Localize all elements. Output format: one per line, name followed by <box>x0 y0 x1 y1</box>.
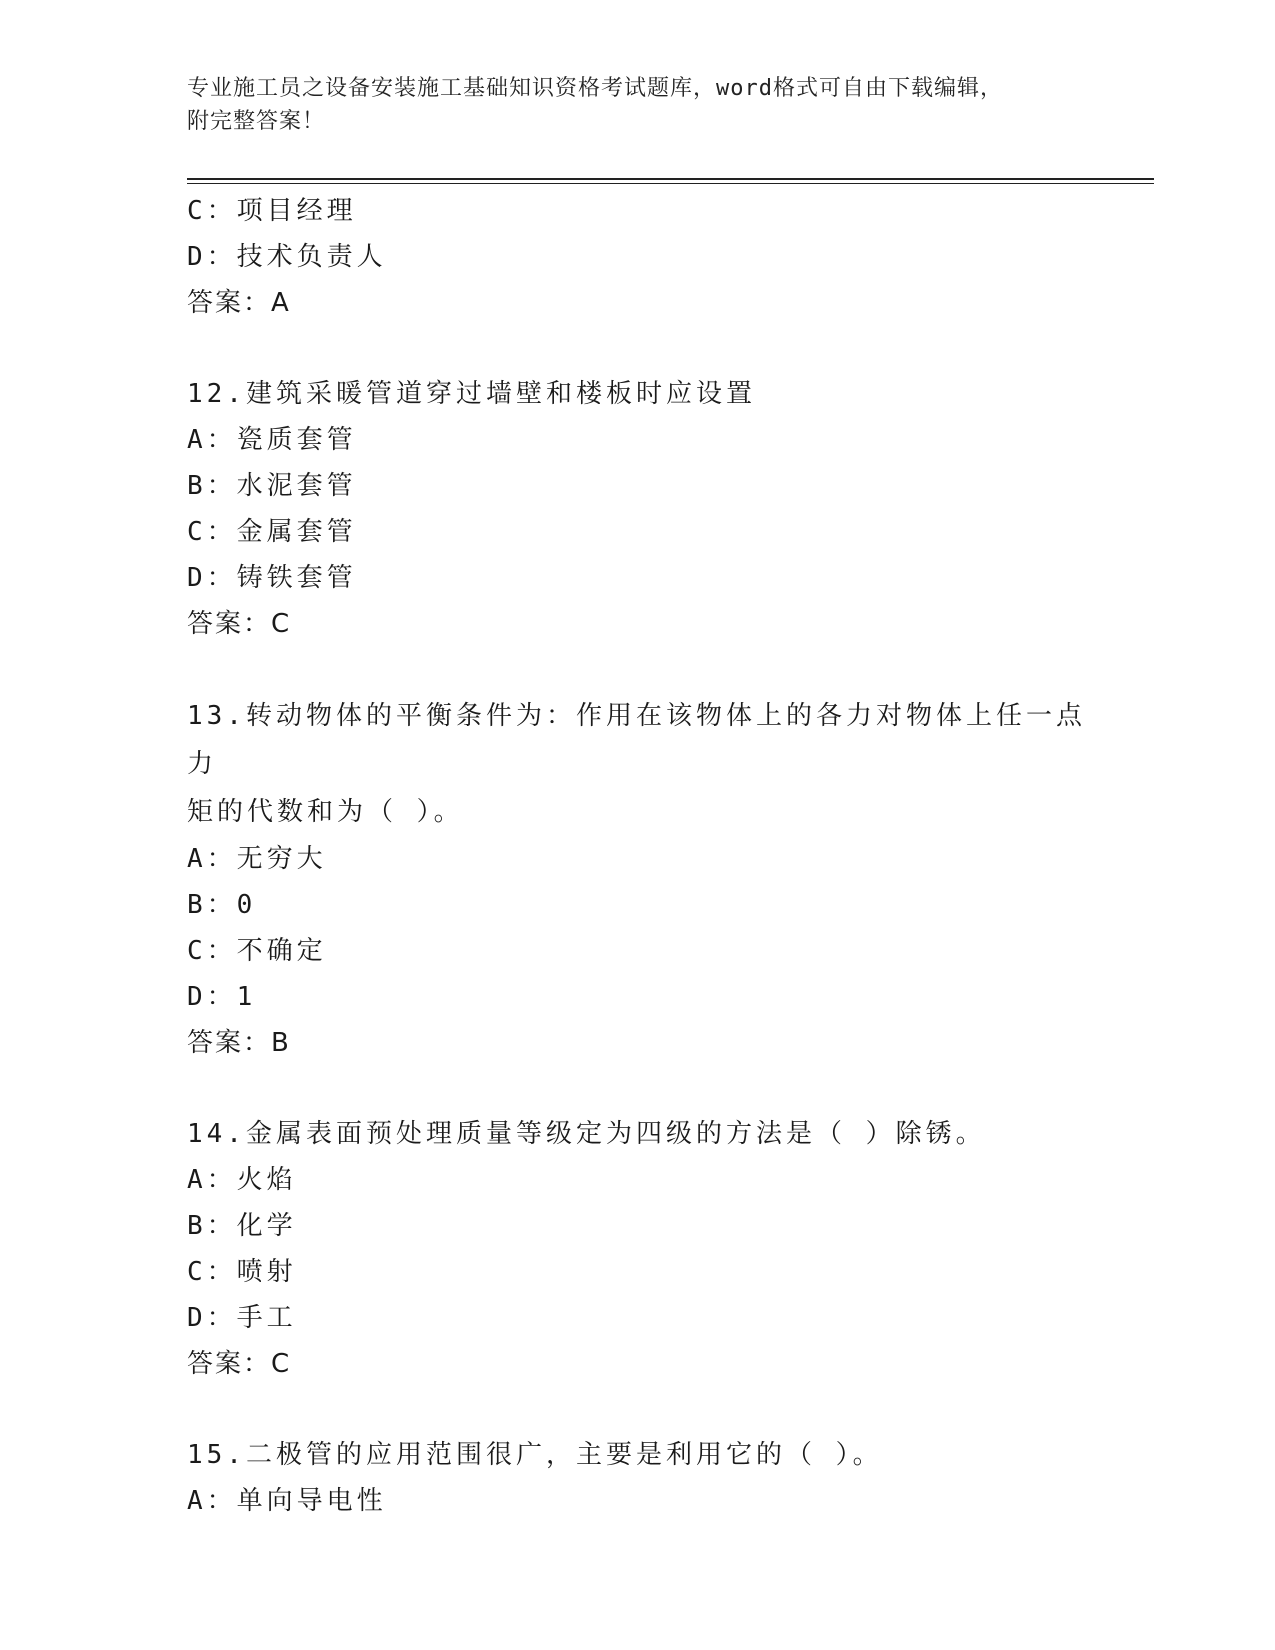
option-b: B：化学 <box>187 1211 297 1241</box>
question-title-line-1: 13.转动物体的平衡条件为：作用在该物体上的各力对物体上任一点力 <box>187 701 1086 779</box>
option-c: C：金属套管 <box>187 517 357 547</box>
question-14 <box>187 1111 1107 1387</box>
answer-line: 答案：C <box>187 609 292 639</box>
option-b: B：0 <box>187 890 257 920</box>
question-12 <box>187 371 1107 647</box>
option-a: A：单向导电性 <box>187 1486 387 1516</box>
spacer <box>187 1387 1107 1432</box>
header-divider-thin <box>187 183 1154 184</box>
header-line-2: 附完整答案！ <box>187 109 326 134</box>
option-a: A：无穷大 <box>187 844 327 874</box>
option-b: B：水泥套管 <box>187 471 357 501</box>
answer-line: 答案：C <box>187 1349 292 1379</box>
option-d: D：技术负责人 <box>187 242 387 272</box>
header-divider-thick <box>187 178 1154 180</box>
spacer <box>187 1066 1107 1111</box>
question-15 <box>187 1432 1107 1524</box>
spacer <box>187 647 1107 692</box>
document-header <box>187 72 1087 138</box>
option-a: A：火焰 <box>187 1165 297 1195</box>
option-d: D：铸铁套管 <box>187 563 357 593</box>
question-title: 12.建筑采暖管道穿过墙壁和楼板时应设置 <box>187 379 756 409</box>
option-a: A：瓷质套管 <box>187 425 357 455</box>
question-11-tail <box>187 188 1107 326</box>
option-d: D：手工 <box>187 1303 297 1333</box>
question-title-line-2: 矩的代数和为（ ）。 <box>187 797 464 827</box>
question-list <box>187 188 1107 1524</box>
question-title: 15.二极管的应用范围很广，主要是利用它的（ ）。 <box>187 1440 883 1470</box>
option-d: D：1 <box>187 982 257 1012</box>
question-13 <box>187 692 1107 1066</box>
header-line-1: 专业施工员之设备安装施工基础知识资格考试题库，word格式可自由下载编辑， <box>187 76 1003 101</box>
answer-line: 答案：A <box>187 288 291 318</box>
answer-line: 答案：B <box>187 1028 291 1058</box>
question-title: 14.金属表面预处理质量等级定为四级的方法是（ ）除锈。 <box>187 1119 986 1149</box>
spacer <box>187 326 1107 371</box>
option-c: C：喷射 <box>187 1257 297 1287</box>
option-c: C：项目经理 <box>187 196 357 226</box>
option-c: C：不确定 <box>187 936 327 966</box>
